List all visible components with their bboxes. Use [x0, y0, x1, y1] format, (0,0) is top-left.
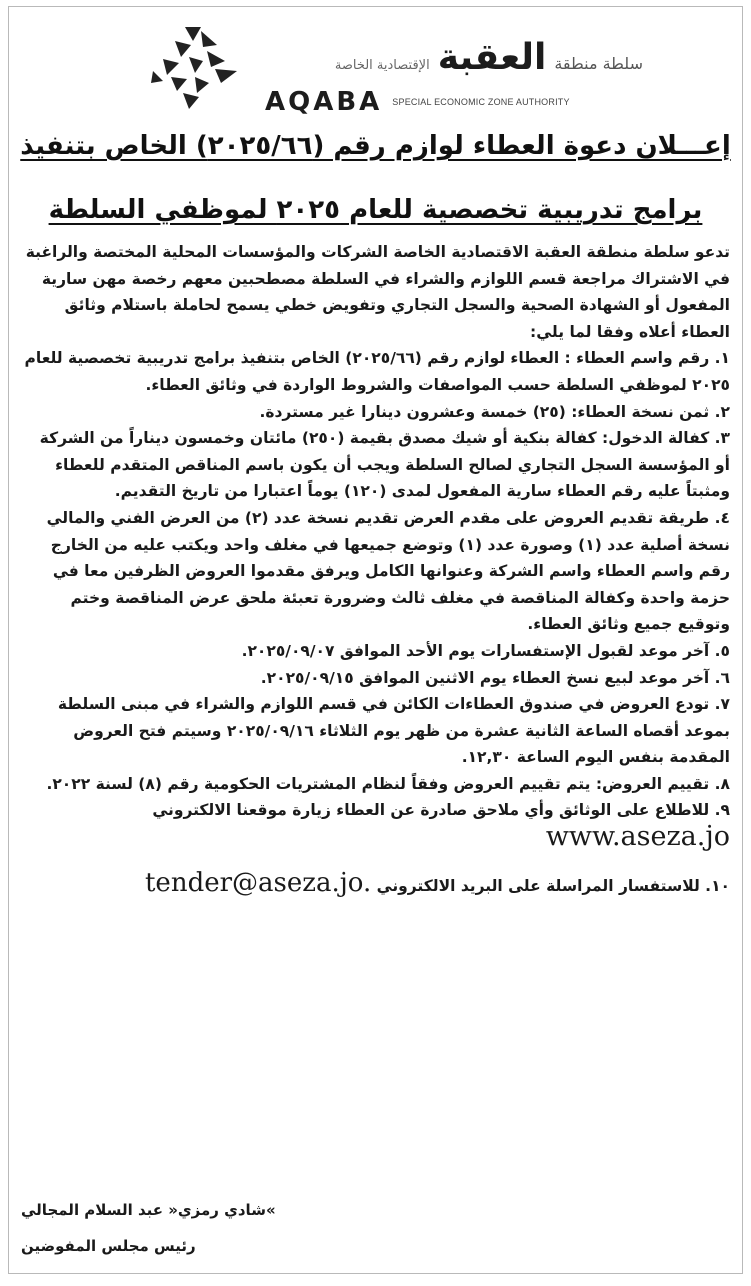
list-item: ٣. كفالة الدخول: كفالة بنكية أو شيك مصدق بقيمة (٢٥٠) مائتان وخمسون ديناراً من الشركة أو المؤسسة السجل التجاري لصالح السلطة ويجب أن يكون باسم المناقص المتقدم للعطاء ومثبتاً عليه رقم العطاء سارية المفعول لمدى (١٢٠) يوماً اعتبارا من تاريخ التقديم.	[39, 429, 730, 501]
logo-arabic-prefix: سلطة منطقة	[554, 54, 643, 73]
email-label: ١٠. للاستفسار المراسلة على البريد الالكتروني	[376, 877, 730, 896]
email-link[interactable]: tender@aseza.jo.	[144, 868, 372, 899]
logo-aqaba-text: AQABA	[265, 87, 383, 117]
signer-name: »شادي رمزي« عبد السلام المجالي	[21, 1201, 276, 1219]
announcement-page	[8, 6, 743, 1274]
logo-arabic-suffix: الإقتصادية الخاصة	[334, 58, 430, 73]
announcement-body	[21, 239, 730, 902]
list-item: ٧. تودع العروض في صندوق العطاءات الكائن في قسم اللوازم والشراء في مبنى السلطة بموعد أقصاه الساعة الثانية عشرة من ظهر يوم الثلاثاء ٢٠٢٥/٠٩/١٦ وسيتم فتح العروض المقدمة بنفس اليوم الساعة ١٢,٣٠.	[57, 695, 730, 767]
logo-authority-text: SPECIAL ECONOMIC ZONE AUTHORITY	[392, 97, 570, 107]
logo-english-name	[265, 87, 570, 117]
announcement-title-line2: برامج تدريبية تخصصية للعام ٢٠٢٥ لموظفي السلطة	[48, 195, 703, 225]
website-link[interactable]: www.aseza.jo	[545, 821, 730, 853]
logo-arabic-aqaba: العقبة	[437, 37, 547, 78]
list-item: ٢. ثمن نسخة العطاء: (٢٥) خمسة وعشرون دينارا غير مستردة.	[259, 402, 730, 421]
header	[9, 15, 742, 115]
list-item: ٦. آخر موعد لبيع نسخ العطاء يوم الاثنين الموافق ٢٠٢٥/٠٩/١٥.	[260, 668, 730, 687]
list-item: ٥. آخر موعد لقبول الإستفسارات يوم الأحد الموافق ٢٠٢٥/٠٩/٠٧.	[241, 641, 730, 660]
list-item: ١. رقم واسم العطاء : العطاء لوازم رقم (٢٠٢٥/٦٦) الخاص بتنفيذ برامج تدريبية تخصصية للعام ٢٠٢٥ لموظفي السلطة حسب المواصفات والشروط الواردة في وثائق العطاء.	[24, 349, 730, 394]
logo-arabic-name	[263, 37, 643, 78]
website-line	[21, 821, 730, 864]
signer-title: رئيس مجلس المفوضين	[21, 1237, 196, 1255]
list-item: ٩. للاطلاع على الوثائق وأي ملاحق صادرة عن العطاء زيارة موقعنا الالكتروني	[152, 801, 730, 820]
announcement-title-line1: إعـــلان دعوة العطاء لوازم رقم (٢٠٢٥/٦٦) الخاص بتنفيذ	[20, 131, 731, 161]
aseza-logo-icon	[145, 21, 245, 113]
email-line	[21, 864, 730, 902]
list-item: ٨. تقييم العروض: يتم تقييم العروض وفقاً لنظام المشتريات الحكومية رقم (٨) لسنة ٢٠٢٢.	[46, 774, 730, 793]
list-item: ٤. طريقة تقديم العروض على مقدم العرض تقديم نسخة عدد (٢) من العرض الفني والمالي نسخة أصلية عدد (١) وصورة عدد (١) وتوضع جميعها في مغلف واحد ويكتب عليه من الخارج رقم واسم العطاء واسم الشركة وعنوانها الكامل ويرفق مقدموا العروض الظرفين معا في حزمة واحدة وكفالة المناقصة في مغلف ثالث وضرورة تعبئة ملحق عرض المناقصة وختم وتوقيع جميع وثائق العطاء.	[46, 508, 730, 634]
intro-paragraph: تدعو سلطة منطقة العقبة الاقتصادية الخاصة الشركات والمؤسسات المحلية المختصة والراغبة في الاشتراك مراجعة قسم اللوازم والشراء في السلطة مصطحبين معهم رخصة مهن سارية المفعول أو الشهادة الصحية والسجل التجاري وتفويض خطي يسمح لحاملة باستلام وثائق العطاء أعلاه وفقا لما يلي:	[25, 243, 730, 341]
